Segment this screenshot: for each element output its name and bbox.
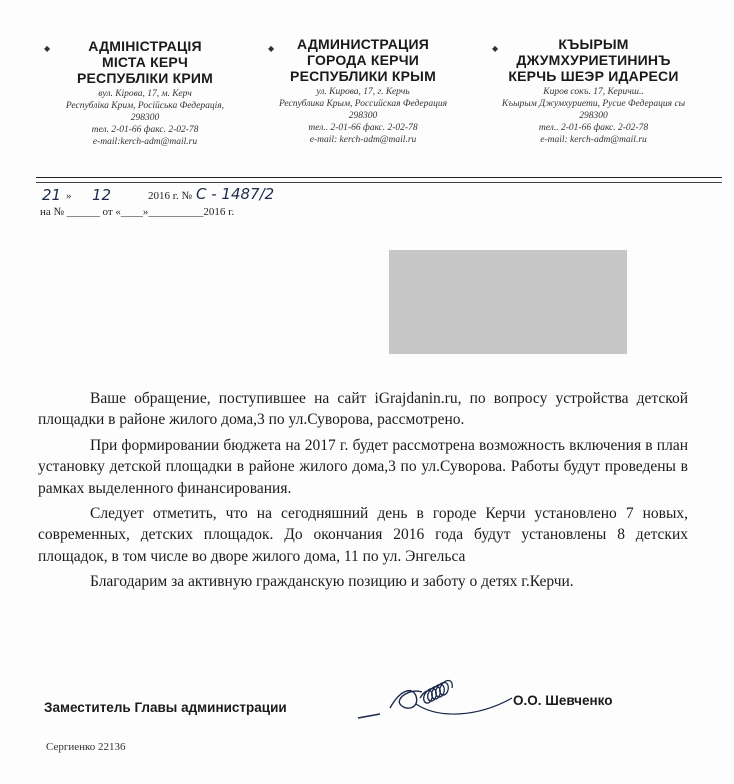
header-address-line: Киров сокъ. 17, Керичш.. bbox=[543, 87, 644, 98]
punch-mark-icon: ◆ bbox=[492, 44, 499, 53]
header-address-line: e-mail: kerch-adm@mail.ru bbox=[540, 134, 647, 145]
handwritten-month: 12 bbox=[92, 186, 112, 204]
header-address-line: Республика Крым, Российская Федерация bbox=[278, 99, 448, 110]
executor-note: Сергиенко 22136 bbox=[46, 741, 126, 753]
handwritten-signature-icon bbox=[350, 668, 530, 728]
header-address-line: тел.. 2-01-66 факс. 2-02-78 bbox=[308, 122, 418, 133]
handwritten-day: 21 bbox=[42, 186, 62, 204]
header-address-line: e-mail: kerch-adm@mail.ru bbox=[309, 134, 417, 145]
letter-body bbox=[38, 388, 688, 596]
redacted-addressee bbox=[389, 250, 627, 354]
header-title-line: АДМИНИСТРАЦИЯ bbox=[297, 36, 429, 52]
header-title-line: ДЖУМХУРИЕТИНИНЪ bbox=[516, 52, 671, 69]
header-divider-thin bbox=[36, 182, 722, 183]
body-paragraph: При формировании бюджета на 2017 г. будет рассмотрена возможность включения в план установку детской площадки в районе жилого дома,3 по ул.Суворова. Работы будут проведены в рамках выделенного финансирования. bbox=[38, 436, 688, 497]
header-title-line: РЕСПУБЛИКИ КРЫМ bbox=[290, 68, 436, 85]
header-address-line: ул. Кирова, 17, г. Керчь bbox=[316, 87, 410, 98]
header-title-line: ГОРОДА КЕРЧИ bbox=[307, 52, 419, 69]
header-crimean-tatar bbox=[476, 36, 711, 147]
header-address-line: тел. 2-01-66 факс. 2-02-78 bbox=[91, 124, 199, 135]
header-address-line: 298300 bbox=[579, 111, 608, 122]
header-address-line: 298300 bbox=[130, 113, 160, 124]
handwritten-number: С - 1487/2 bbox=[196, 185, 275, 203]
quote-mark: » bbox=[66, 190, 72, 202]
header-title-line: КЪЫРЫМ bbox=[558, 36, 629, 52]
header-title-line: МІСТА КЕРЧ bbox=[101, 54, 189, 71]
body-paragraph: Ваше обращение, поступившее на сайт iGrajdanin.ru, по вопросу устройства детской площадки в районе жилого дома,3 по ул.Суворова, рассмотрено. bbox=[38, 390, 688, 429]
header-address-line: тел.. 2-01-66 факс. 2-02-78 bbox=[538, 122, 649, 133]
punch-mark-icon: ◆ bbox=[268, 44, 275, 53]
body-paragraph: Следует отметить, что на сегодняшний день в городе Керчи установлено 7 новых, современных, детских площадок. До окончания 2016 года будут установлены 8 детских площадок, в том числе во дворе жилого дома, 11 по ул. Энгельса bbox=[38, 504, 688, 565]
header-title-line: АДМІНІСТРАЦІЯ bbox=[88, 38, 202, 54]
header-address-line: 298300 bbox=[348, 111, 378, 122]
header-address-line: e-mail:kerch-adm@mail.ru bbox=[92, 136, 198, 147]
header-title-line: КЕРЧЬ ШЕЭР ИДАРЕСИ bbox=[508, 68, 679, 85]
header-title-line: РЕСПУБЛІКИ КРИМ bbox=[76, 70, 214, 87]
outgoing-year: 2016 г. № bbox=[148, 190, 193, 202]
signatory-position: Заместитель Главы администрации bbox=[44, 700, 287, 715]
header-ukrainian bbox=[40, 38, 250, 149]
header-divider bbox=[36, 177, 722, 178]
header-address-line: Республіка Крим, Російська Федерація, bbox=[65, 101, 225, 112]
header-address-line: вул. Кірова, 17, м. Керч bbox=[98, 89, 192, 100]
header-russian bbox=[258, 36, 468, 147]
signatory-name: О.О. Шевченко bbox=[513, 693, 613, 708]
header-address-line: Къырым Джумхуриети, Русие Федерация сы bbox=[501, 99, 686, 110]
reply-reference: на № ______ от «____»__________2016 г. bbox=[40, 206, 235, 218]
punch-mark-icon: ◆ bbox=[44, 44, 51, 53]
body-paragraph: Благодарим за активную гражданскую позицию и заботу о детях г.Керчи. bbox=[90, 573, 574, 590]
